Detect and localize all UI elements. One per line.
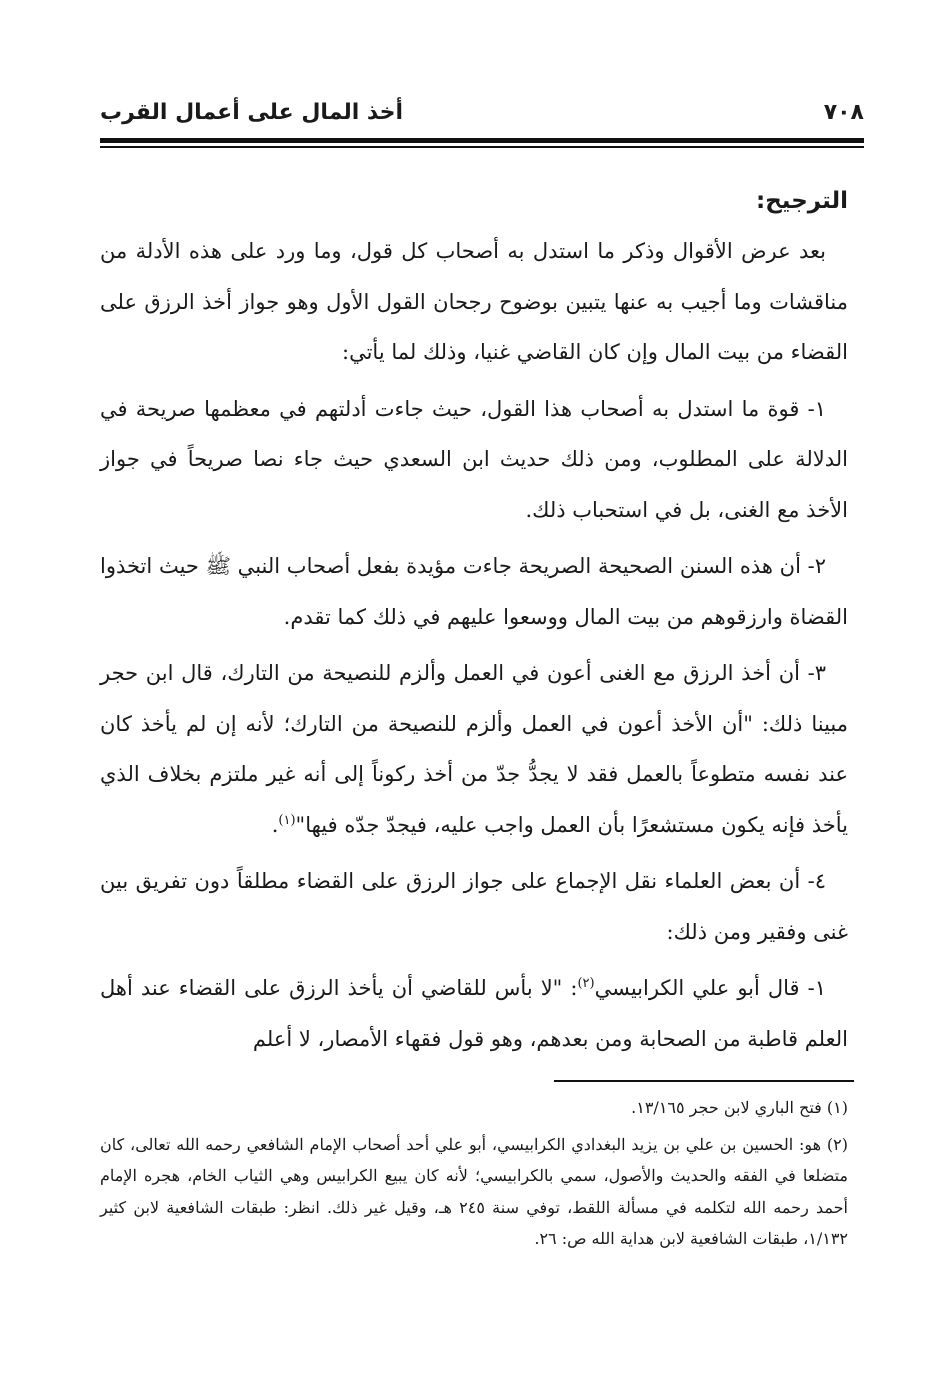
reason-4-paragraph: ٤- أن بعض العلماء نقل الإجماع على جواز الرزق على القضاء مطلقاً دون تفريق بين غنى وفقير ومن ذلك: — [100, 869, 848, 944]
footnote-ref-1: (١) — [278, 812, 296, 828]
intro-paragraph: بعد عرض الأقوال وذكر ما استدل به أصحاب كل قول، وما ورد على هذه الأدلة من مناقشات وما أجيب به عنها يتبين بوضوح رجحان القول الأول وهو جواز أخذ الرزق على القضاء من بيت المال وإن كان القاضي غنيا، وذلك لما يأتي: — [100, 239, 848, 364]
main-text — [100, 178, 848, 1070]
header-rule-thin — [100, 146, 864, 148]
page-number: ٧٠٨ — [823, 100, 864, 125]
reason-3-text: ٣- أن أخذ الرزق مع الغنى أعون في العمل وألزم للنصيحة من التارك، قال ابن حجر مبينا ذلك: "أن الأخذ أعون في العمل وألزم للنصيحة من التارك؛ لأنه إن لم يأخذ كان عند نفسه متطوعاً بالعمل فقد لا يجدُّ جدّ من أخذ ركوناً إلى أنه غير ملتزم بخلاف الذي يأخذ فإنه يكون مستشعرًا بأن العمل واجب عليه، فيجدّ جدّه فيها" — [100, 661, 848, 837]
page-header — [100, 100, 864, 134]
reason-1-paragraph: ١- قوة ما استدل به أصحاب هذا القول، حيث جاءت أدلتهم في معظمها صريحة في الدلالة على المطلوب، ومن ذلك حديث ابن السعدي حيث جاء نصا صريحاً في جواز الأخذ مع الغنى، بل في استحباب ذلك. — [100, 396, 848, 522]
header-rule-thick — [100, 138, 864, 143]
quote-1-start: ١- قال أبو علي الكرابيسي — [594, 976, 826, 1000]
reason-3-paragraph — [100, 648, 848, 850]
footnote-2: (٢) هو: الحسين بن علي بن يزيد البغدادي الكرابيسي، أبو علي أحد أصحاب الإمام الشافعي رحمه الله تعالى، كان متضلعا في الفقه والحديث والأصول، سمي بالكرابيسي؛ لأنه كان يبيع الكرابيس وهي الثياب الخام، هجره الإمام أحمد رحمه الله لتكلمه في مسألة اللقط، توفي سنة ٢٤٥ هـ، وقيل غير ذلك. انظر: طبقات الشافعية لابن كثير ١/١٣٢، طبقات الشافعية لابن هداية الله ص: ٢٦. — [100, 1134, 848, 1248]
footnote-separator — [554, 1080, 854, 1082]
footnote-ref-2: (٢) — [577, 976, 595, 991]
reason-2-paragraph: ٢- أن هذه السنن الصحيحة الصريحة جاءت مؤيدة بفعل أصحاب النبي ﷺ حيث اتخذوا القضاة وارزقوهم من بيت المال ووسعوا عليهم في ذلك كما تقدم. — [100, 554, 848, 629]
quote-1-rest: : "لا بأس للقاضي أن يأخذ الرزق على القضاء عند أهل العلم قاطبة من الصحابة ومن بعدهم، وهو قول فقهاء الأمصار، لا أعلم — [100, 976, 848, 1051]
reason-3-end: . — [271, 812, 279, 837]
running-title: أخذ المال على أعمال القرب — [100, 100, 404, 125]
footnotes — [100, 1092, 848, 1260]
footnote-1: (١) فتح الباري لابن حجر ١٣/١٦٥. — [631, 1098, 848, 1117]
quote-1-paragraph — [100, 963, 848, 1064]
section-heading: الترجيح: — [756, 188, 848, 214]
